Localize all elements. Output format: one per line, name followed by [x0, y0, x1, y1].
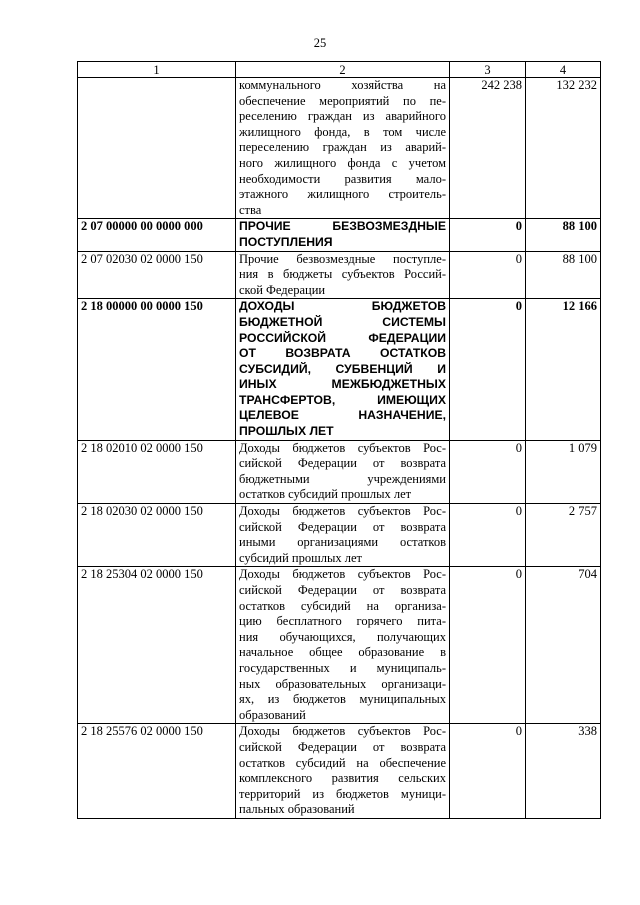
name-line: Доходы бюджетов субъектов Рос- [239, 567, 446, 582]
table-row [78, 78, 601, 219]
name-line: ния обучающихся, получающих [239, 629, 446, 644]
row-col4-value: 2 757 [526, 504, 601, 567]
name-line: ОТ ВОЗВРАТА ОСТАТКОВ [239, 346, 446, 361]
row-col3-value: 0 [450, 440, 526, 503]
name-line: переселению граждан из аварий- [239, 140, 446, 155]
row-col4-value: 88 100 [526, 219, 601, 251]
row-col3-value: 0 [450, 251, 526, 299]
name-line: необходимости развития мало- [239, 171, 446, 186]
name-line: ства [239, 202, 262, 217]
row-col3-value: 0 [450, 567, 526, 724]
table-row [78, 219, 601, 251]
row-name [236, 219, 450, 251]
table-row [78, 724, 601, 819]
row-col4-value: 132 232 [526, 78, 601, 219]
table-row [78, 251, 601, 299]
name-line: ЦЕЛЕВОЕ НАЗНАЧЕНИЕ, [239, 408, 446, 423]
name-line: ской Федерации [239, 282, 326, 297]
name-line: обеспечение мероприятий по пе- [239, 93, 446, 108]
row-col4-value: 338 [526, 724, 601, 819]
row-col4-value: 12 166 [526, 299, 601, 440]
row-name [236, 78, 450, 219]
header-col-1: 1 [78, 62, 236, 78]
name-line: Прочие безвозмездные поступле- [239, 251, 446, 266]
row-code [78, 78, 236, 219]
row-code: 2 18 25304 02 0000 150 [78, 567, 236, 724]
name-line: Доходы бюджетов субъектов Рос- [239, 440, 446, 455]
row-code: 2 07 02030 02 0000 150 [78, 251, 236, 299]
page-number: 25 [313, 36, 327, 50]
name-line: Доходы бюджетов субъектов Рос- [239, 724, 446, 739]
table-header [78, 62, 601, 78]
row-col3-value: 0 [450, 299, 526, 440]
name-line: комплексного развития сельских [239, 771, 446, 786]
name-line: образований [239, 707, 306, 722]
table-row [78, 440, 601, 503]
name-line: ных образовательных организаци- [239, 676, 446, 691]
row-col3-value: 0 [450, 219, 526, 251]
name-line: сийской Федерации от возврата [239, 456, 446, 471]
row-code: 2 18 25576 02 0000 150 [78, 724, 236, 819]
row-code: 2 18 02010 02 0000 150 [78, 440, 236, 503]
name-line: ния в бюджеты субъектов Россий- [239, 267, 446, 282]
name-line: ях, из бюджетов муниципальных [239, 692, 446, 707]
name-line: остатков субсидий на обеспечение [239, 755, 446, 770]
name-line: ПРОЧИЕ БЕЗВОЗМЕЗДНЫЕ [239, 219, 446, 234]
header-col-3: 3 [450, 62, 526, 78]
header-col-2: 2 [236, 62, 450, 78]
name-line: бюджетными учреждениями [239, 471, 446, 486]
name-line: реселению граждан из аварийного [239, 109, 446, 124]
table-row [78, 567, 601, 724]
header-row [78, 62, 601, 78]
row-name [236, 504, 450, 567]
name-line: остатков субсидий на организа- [239, 598, 446, 613]
budget-table [77, 61, 601, 819]
name-line: ИНЫХ МЕЖБЮДЖЕТНЫХ [239, 377, 446, 392]
name-line: ПРОШЛЫХ ЛЕТ [239, 424, 334, 439]
name-line: начальное общее образование в [239, 645, 446, 660]
row-col4-value: 704 [526, 567, 601, 724]
name-line: субсидий прошлых лет [239, 550, 363, 565]
name-line: сийской Федерации от возврата [239, 519, 446, 534]
row-col4-value: 1 079 [526, 440, 601, 503]
header-col-4: 4 [526, 62, 601, 78]
row-col3-value: 0 [450, 724, 526, 819]
row-name [236, 724, 450, 819]
table-row [78, 299, 601, 440]
name-line: пальных образований [239, 802, 355, 817]
name-line: ТРАНСФЕРТОВ, ИМЕЮЩИХ [239, 392, 446, 407]
name-line: ного жилищного фонда с учетом [239, 155, 446, 170]
name-line: иными организациями остатков [239, 535, 446, 550]
row-name [236, 251, 450, 299]
table-row [78, 504, 601, 567]
name-line: остатков субсидий прошлых лет [239, 487, 412, 502]
name-line: ПОСТУПЛЕНИЯ [239, 234, 333, 249]
row-col3-value: 0 [450, 504, 526, 567]
row-code: 2 18 02030 02 0000 150 [78, 504, 236, 567]
row-code: 2 18 00000 00 0000 150 [78, 299, 236, 440]
name-line: Доходы бюджетов субъектов Рос- [239, 504, 446, 519]
row-name [236, 440, 450, 503]
row-name [236, 299, 450, 440]
name-line: сийской Федерации от возврата [239, 739, 446, 754]
row-col4-value: 88 100 [526, 251, 601, 299]
row-name [236, 567, 450, 724]
name-line: ДОХОДЫ БЮДЖЕТОВ [239, 299, 446, 314]
row-code: 2 07 00000 00 0000 000 [78, 219, 236, 251]
name-line: территорий из бюджетов муници- [239, 786, 446, 801]
name-line: РОССИЙСКОЙ ФЕДЕРАЦИИ [239, 330, 446, 345]
row-col3-value: 242 238 [450, 78, 526, 219]
name-line: этажного жилищного строитель- [239, 187, 446, 202]
name-line: СУБСИДИЙ, СУБВЕНЦИЙ И [239, 361, 446, 376]
name-line: БЮДЖЕТНОЙ СИСТЕМЫ [239, 314, 446, 329]
name-line: коммунального хозяйства на [239, 78, 446, 92]
name-line: цию бесплатного горячего пита- [239, 614, 446, 629]
name-line: государственных и муниципаль- [239, 660, 446, 675]
name-line: жилищного фонда, в том числе [239, 124, 446, 139]
name-line: сийской Федерации от возврата [239, 583, 446, 597]
